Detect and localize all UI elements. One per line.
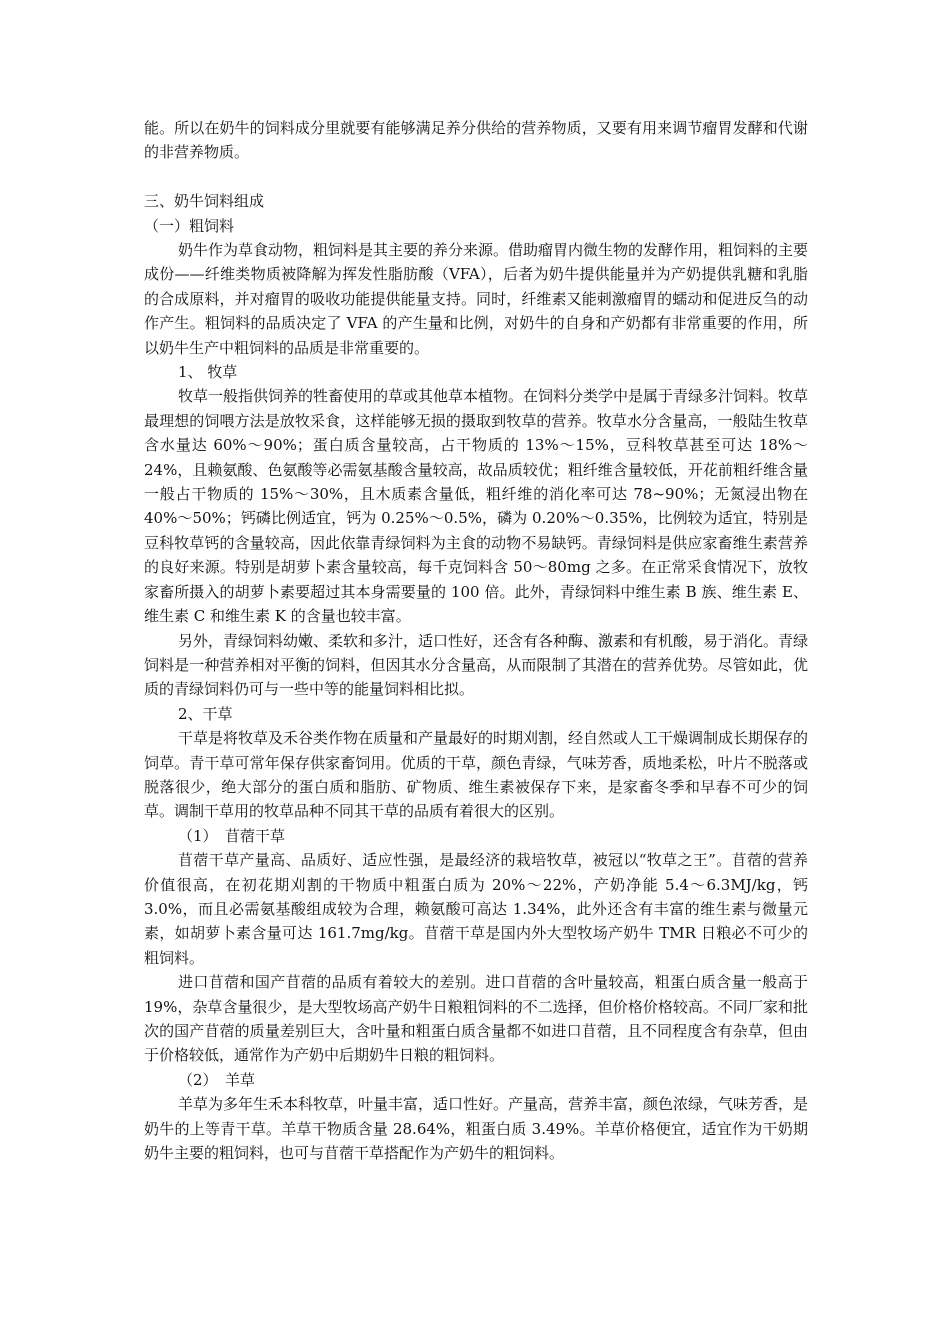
paragraph-green-feed: 另外，青绿饲料幼嫩、柔软和多汁，适口性好，还含有各种酶、激素和有机酸，易于消化。青绿饲料是一种营养相对平衡的饲料，但因其水分含量高，从而限制了其潜在的营养优势。尽管如此，优质的青绿饲料仍可与一些中等的能量饲料相比拟。: [144, 631, 809, 699]
item-heading-leymus: （2） 羊草: [178, 1070, 256, 1089]
paragraph-pasture: 牧草一般指供饲养的牲畜使用的草或其他草本植物。在饲料分类学中是属于青绿多汁饲料。牧草最理想的饲喂方法是放牧采食，这样能够无损的摄取到牧草的营养。牧草水分含量高，一般陆生牧草含水量达 60%～90%；蛋白质含量较高，占干物质的 13%～15%，豆科牧草甚至可达 18%～24%，且赖氨酸、色氨酸等必需氨基酸含量较高，故品质较优；粗纤维含量较低，开花前粗纤维含量一般占干物质的 15%～30%，且木质素含量低，粗纤维的消化率可达 78~90%；无氮浸出物在 40%～50%；钙磷比例适宜，钙为 0.25%～0.5%，磷为 0.20%～0.35%，比例较为适宜，特别是豆科牧草钙的含量较高，因此依靠青绿饲料为主食的动物不易缺钙。青绿饲料是供应家畜维生素营养的良好来源。特别是胡萝卜素含量较高，每千克饲料含 50～80mg 之多。在正常采食情况下，放牧家畜所摄入的胡萝卜素要超过其本身需要量的 100 倍。此外，青绿饲料中维生素 B 族、维生素 E、维生素 C 和维生素 K 的含量也较丰富。: [144, 387, 809, 626]
subsection-heading: （一）粗饲料: [144, 216, 235, 235]
section-heading: 三、奶牛饲料组成: [144, 192, 265, 211]
paragraph-hay: 干草是将牧草及禾谷类作物在质量和产量最好的时期刈割，经自然或人工干燥调制成长期保存的饲草。青干草可常年保存供家畜饲用。优质的干草，颜色青绿，气味芳香，质地柔松，叶片不脱落或脱落很少，绝大部分的蛋白质和脂肪、矿物质、维生素被保存下来，是家畜冬季和早春不可少的饲草。调制干草用的牧草品种不同其干草的品质有着很大的区别。: [144, 729, 809, 821]
item-heading-alfalfa: （1） 苜蓿干草: [178, 826, 286, 845]
blank-line: [144, 165, 808, 189]
paragraph-alfalfa-import: 进口苜蓿和国产苜蓿的品质有着较大的差别。进口苜蓿的含叶量较高，粗蛋白质含量一般高于 19%，杂草含量很少，是大型牧场高产奶牛日粮粗饲料的不二选择，但价格价格较高。不同厂家和批次的国产苜蓿的质量差别巨大，含叶量和粗蛋白质含量都不如进口苜蓿，且不同程度含有杂草，但由于价格较低，通常作为产奶中后期奶牛日粮的粗饲料。: [144, 973, 808, 1065]
paragraph-leymus: 羊草为多年生禾本科牧草，叶量丰富，适口性好。产量高，营养丰富，颜色浓绿，气味芳香，是奶牛的上等青干草。羊草干物质含量 28.64%，粗蛋白质 3.49%。羊草价格便宜，适宜作为干奶期奶牛主要的粗饲料，也可与苜蓿干草搭配作为产奶牛的粗饲料。: [144, 1095, 809, 1163]
item-heading-hay: 2、干草: [178, 704, 233, 723]
paragraph-alfalfa: 苜蓿干草产量高、品质好、适应性强，是最经济的栽培牧草，被冠以“牧草之王”。苜蓿的营养价值很高，在初花期刈割的干物质中粗蛋白质为 20%～22%，产奶净能 5.4～6.3MJ/kg，钙 3.0%，而且必需氨基酸组成较为合理，赖氨酸可高达 1.34%，此外还含有丰富的维生素与微量元素，如胡萝卜素含量可达 161.7mg/kg。苜蓿干草是国内外大型牧场产奶牛 TMR 日粮必不可少的粗饲料。: [144, 851, 808, 967]
item-heading-pasture: 1、 牧草: [178, 363, 238, 382]
paragraph-continuation: 能。所以在奶牛的饲料成分里就要有能够满足养分供给的营养物质，又要有用来调节瘤胃发酵和代谢的非营养物质。: [144, 119, 808, 162]
paragraph-roughage-intro: 奶牛作为草食动物，粗饲料是其主要的养分来源。借助瘤胃内微生物的发酵作用，粗饲料的主要成份——纤维类物质被降解为挥发性脂肪酸（VFA），后者为奶牛提供能量并为产奶提供乳糖和乳脂的合成原料，并对瘤胃的吸收功能提供能量支持。同时，纤维素又能刺激瘤胃的蠕动和促进反刍的动作产生。粗饲料的品质决定了 VFA 的产生量和比例，对奶牛的自身和产奶都有非常重要的作用，所以奶牛生产中粗饲料的品质是非常重要的。: [144, 241, 809, 357]
